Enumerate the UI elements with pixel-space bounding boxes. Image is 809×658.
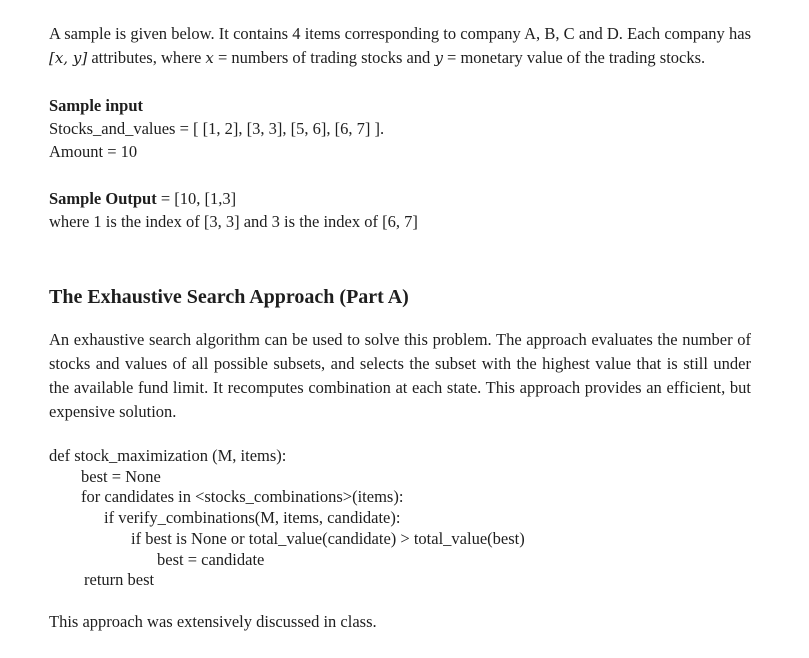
intro-text-2: attributes, where <box>87 48 206 67</box>
section-heading-wrap <box>49 283 751 311</box>
math-x: x <box>205 49 214 67</box>
sample-output-label: Sample Output <box>49 189 157 208</box>
code-line: def stock_maximization (M, items): <box>49 446 287 465</box>
section-heading: The Exhaustive Search Approach (Part A) <box>49 286 409 308</box>
sample-output-value: = [10, [1,3] <box>156 189 237 208</box>
intro-paragraph <box>49 22 751 70</box>
intro-text-4: = monetary value of the trading stocks. <box>442 48 706 67</box>
sample-output-line <box>49 187 751 210</box>
closing-sentence: This approach was extensively discussed in class. <box>49 611 377 631</box>
document-body <box>49 22 751 633</box>
section-paragraph: An exhaustive search algorithm can be used to solve this problem. The approach evaluates the number of stocks and values of all possible subsets, and selects the subset with the highest value that is still under the available fund limit. It recomputes combination at each state. This approach provides an efficient, but expensive solution. <box>49 330 751 421</box>
intro-text-1: A sample is given below. It contains 4 items corresponding to company A, B, C and D. Each company has <box>49 24 751 43</box>
code-line: best = None <box>81 466 161 486</box>
code-line: best = candidate <box>157 549 265 569</box>
pseudocode-block <box>49 446 751 591</box>
code-line: return best <box>84 570 155 590</box>
sample-input-label: Sample input <box>49 96 143 115</box>
code-line: if verify_combinations(M, items, candidate): <box>104 508 401 528</box>
math-y: y <box>434 49 443 67</box>
stocks-and-values-line: Stocks_and_values = [ [1, 2], [3, 3], [5, 6], [6, 7] ]. <box>49 119 385 138</box>
amount-line: Amount = 10 <box>49 142 138 161</box>
sample-output-explanation: where 1 is the index of [3, 3] and 3 is the index of [6, 7] <box>49 212 418 231</box>
code-line: for candidates in <stocks_combinations>(items): <box>81 487 404 507</box>
sample-output-block <box>49 187 751 233</box>
math-xy: [x, y] <box>49 49 88 67</box>
code-line: if best is None or total_value(candidate) > total_value(best) <box>131 528 525 548</box>
intro-text-3: = numbers of trading stocks and <box>213 48 435 67</box>
sample-input-block <box>49 94 751 163</box>
